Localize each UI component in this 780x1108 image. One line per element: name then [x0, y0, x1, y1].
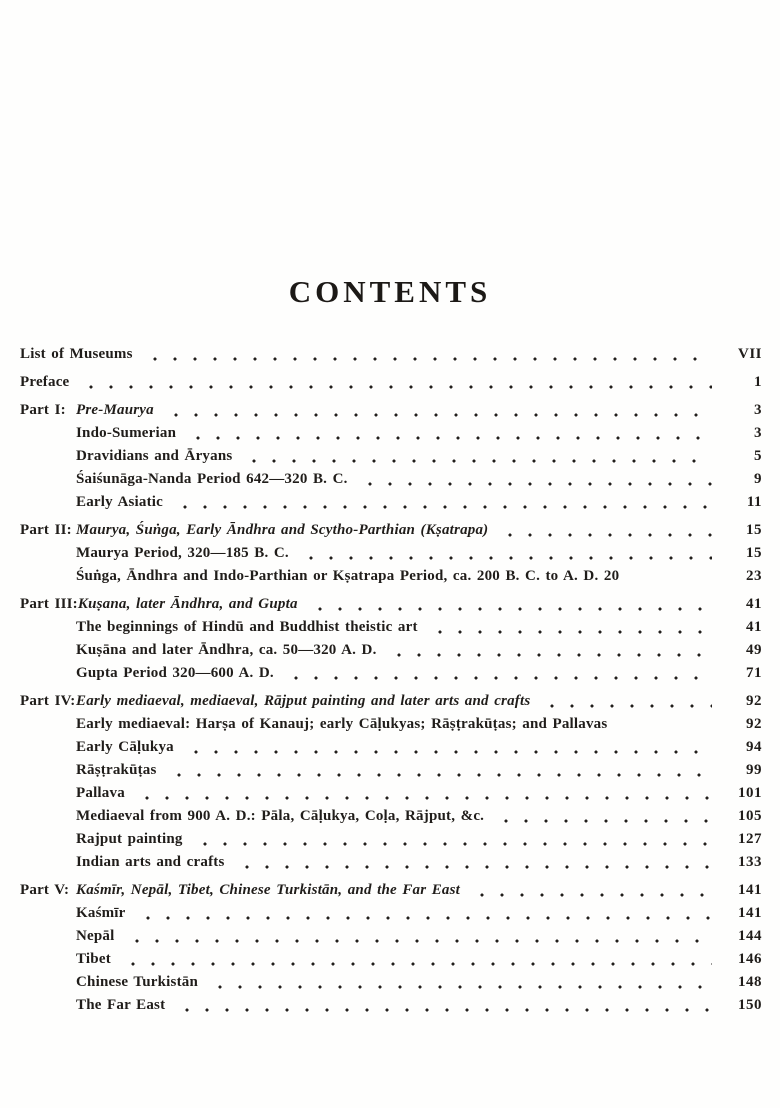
dot-leader-decoration — [81, 385, 712, 389]
dot-leader-decoration — [619, 727, 712, 731]
toc-row — [20, 948, 762, 971]
toc-page-number: 5 — [754, 448, 762, 464]
toc-entry-title: Gupta Period 320—600 A. D. — [76, 665, 274, 681]
dot-leader-decoration — [237, 865, 713, 869]
toc-row — [20, 399, 762, 422]
toc-entry-title: Kaśmīr, Nepāl, Tibet, Chinese Turkistān, and the Far East — [76, 882, 461, 898]
dot-leader-decoration — [244, 459, 712, 463]
toc-entry-title: Kuṣana, later Āndhra, and Gupta — [77, 596, 298, 612]
toc-row — [20, 542, 762, 565]
toc-page-number: 23 — [746, 568, 762, 584]
toc-row — [20, 736, 762, 759]
toc-row — [20, 445, 762, 468]
toc-row — [20, 422, 762, 445]
dot-leader-decoration — [430, 630, 712, 634]
toc-entry-title: Pallava — [76, 785, 125, 801]
toc-row — [20, 662, 762, 685]
toc-row — [20, 925, 762, 948]
dot-leader-decoration — [389, 653, 712, 657]
toc-entry-title: Mediaeval from 900 A. D.: Pāla, Cāḷukya, Coḷa, Rājput, &c. — [76, 808, 485, 824]
toc-entry-title: Pre-Maurya — [76, 402, 154, 418]
toc-page-number: 15 — [746, 522, 762, 538]
toc-page-number: 141 — [738, 882, 762, 898]
toc-page-number: 99 — [746, 762, 762, 778]
toc-entry-title: Maurya Period, 320—185 B. C. — [76, 545, 289, 561]
toc-entry-title: Śuṅga, Āndhra and Indo-Parthian or Kṣatrapa Period, ca. 200 B. C. to A. D. 20 — [76, 568, 620, 584]
toc-entry-title: Early mediaeval, mediaeval, Rājput painting and later arts and crafts — [76, 693, 531, 709]
toc-row — [20, 593, 762, 616]
toc-row — [20, 828, 762, 851]
toc-entry-title: Dravidians and Āryans — [76, 448, 233, 464]
toc-page-number: 92 — [746, 716, 762, 732]
toc-entry-title: Indo-Sumerian — [76, 425, 177, 441]
toc-entry-title: The Far East — [76, 997, 166, 1013]
toc-page-number: 105 — [738, 808, 762, 824]
dot-leader-decoration — [188, 436, 712, 440]
toc-page-number: 41 — [746, 596, 762, 612]
toc-row — [20, 343, 762, 366]
toc-row — [20, 782, 762, 805]
toc-entry-title: Kuṣāna and later Āndhra, ca. 50—320 A. D. — [76, 642, 377, 658]
toc-row — [20, 468, 762, 491]
toc-entry-title: Indian arts and crafts — [76, 854, 225, 870]
toc-page-number: 92 — [746, 693, 762, 709]
dot-leader-decoration — [145, 357, 712, 361]
toc-row — [20, 879, 762, 902]
dot-leader-decoration — [195, 842, 712, 846]
toc-entry-title: The beginnings of Hindū and Buddhist theistic art — [76, 619, 418, 635]
toc-entry-title: Maurya, Śuṅga, Early Āndhra and Scytho-Parthian (Kṣatrapa) — [76, 522, 489, 538]
toc-page-number: 11 — [746, 494, 762, 510]
dot-leader-decoration — [123, 962, 712, 966]
toc-page-number: 150 — [738, 997, 762, 1013]
toc-page-number: 71 — [746, 665, 762, 681]
toc-entry-title: Preface — [20, 374, 70, 390]
dot-leader-decoration — [472, 893, 712, 897]
toc-page-number: 3 — [754, 425, 762, 441]
toc-entry-title: Kaśmīr — [76, 905, 126, 921]
toc-row — [20, 971, 762, 994]
dot-leader-decoration — [500, 533, 712, 537]
toc-row — [20, 371, 762, 394]
dot-leader-decoration — [210, 985, 712, 989]
toc-row — [20, 805, 762, 828]
dot-leader-decoration — [137, 796, 712, 800]
dot-leader-decoration — [127, 939, 713, 943]
toc-page-number: 127 — [738, 831, 762, 847]
toc-part-label: Part III: — [20, 596, 78, 612]
toc-page-number: 41 — [746, 619, 762, 635]
dot-leader-decoration — [301, 556, 712, 560]
toc-page-number: 144 — [738, 928, 762, 944]
dot-leader-decoration — [631, 579, 712, 583]
toc-entry-title: Early Cāḷukya — [76, 739, 174, 755]
toc-row — [20, 519, 762, 542]
page-title: CONTENTS — [288, 274, 492, 309]
toc-row — [20, 994, 762, 1017]
toc-entry-title: Early Asiatic — [76, 494, 164, 510]
toc-row — [20, 616, 762, 639]
toc-page-number: 141 — [738, 905, 762, 921]
dot-leader-decoration — [310, 607, 712, 611]
toc-row — [20, 902, 762, 925]
dot-leader-decoration — [542, 704, 712, 708]
toc-page-number: VII — [737, 346, 762, 362]
toc-entry-title: List of Museums — [20, 346, 133, 362]
toc-row — [20, 713, 762, 736]
dot-leader-decoration — [138, 916, 712, 920]
toc-part-label: Part V: — [20, 882, 70, 898]
dot-leader-decoration — [166, 413, 712, 417]
dot-leader-decoration — [186, 750, 712, 754]
toc-page-number: 146 — [738, 951, 762, 967]
toc-page-number: 49 — [746, 642, 762, 658]
toc-row — [20, 851, 762, 874]
dot-leader-decoration — [177, 1008, 712, 1012]
dot-leader-decoration — [496, 819, 712, 823]
toc-entry-title: Tibet — [76, 951, 111, 967]
toc-entry-title: Śaiśunāga-Nanda Period 642—320 B. C. — [76, 471, 348, 487]
toc-page-number: 101 — [738, 785, 762, 801]
toc-row — [20, 491, 762, 514]
dot-leader-decoration — [169, 773, 712, 777]
toc-part-label: Part II: — [20, 522, 72, 538]
toc-page-number: 9 — [754, 471, 762, 487]
toc-page-number: 94 — [746, 739, 762, 755]
toc-page-number: 1 — [754, 374, 762, 390]
toc-page-number: 3 — [754, 402, 762, 418]
dot-leader-decoration — [286, 676, 712, 680]
toc-row — [20, 639, 762, 662]
toc-part-label: Part I: — [20, 402, 66, 418]
toc-entry-title: Early mediaeval: Harṣa of Kanauj; early Cāḷukyas; Rāṣṭrakūṭas; and Pallavas — [76, 716, 608, 732]
toc-part-label: Part IV: — [20, 693, 76, 709]
dot-leader-decoration — [175, 505, 712, 509]
toc-row — [20, 690, 762, 713]
toc-page-number: 15 — [746, 545, 762, 561]
toc-row — [20, 759, 762, 782]
toc-entry-title: Rajput painting — [76, 831, 183, 847]
toc-entry-title: Nepāl — [76, 928, 115, 944]
toc-entry-title: Rāṣṭrakūṭas — [76, 762, 157, 778]
toc-entry-title: Chinese Turkistān — [76, 974, 199, 990]
toc-list — [20, 343, 762, 1017]
dot-leader-decoration — [360, 482, 712, 486]
toc-page-number: 133 — [738, 854, 762, 870]
toc-row — [20, 565, 762, 588]
toc-page-number: 148 — [738, 974, 762, 990]
